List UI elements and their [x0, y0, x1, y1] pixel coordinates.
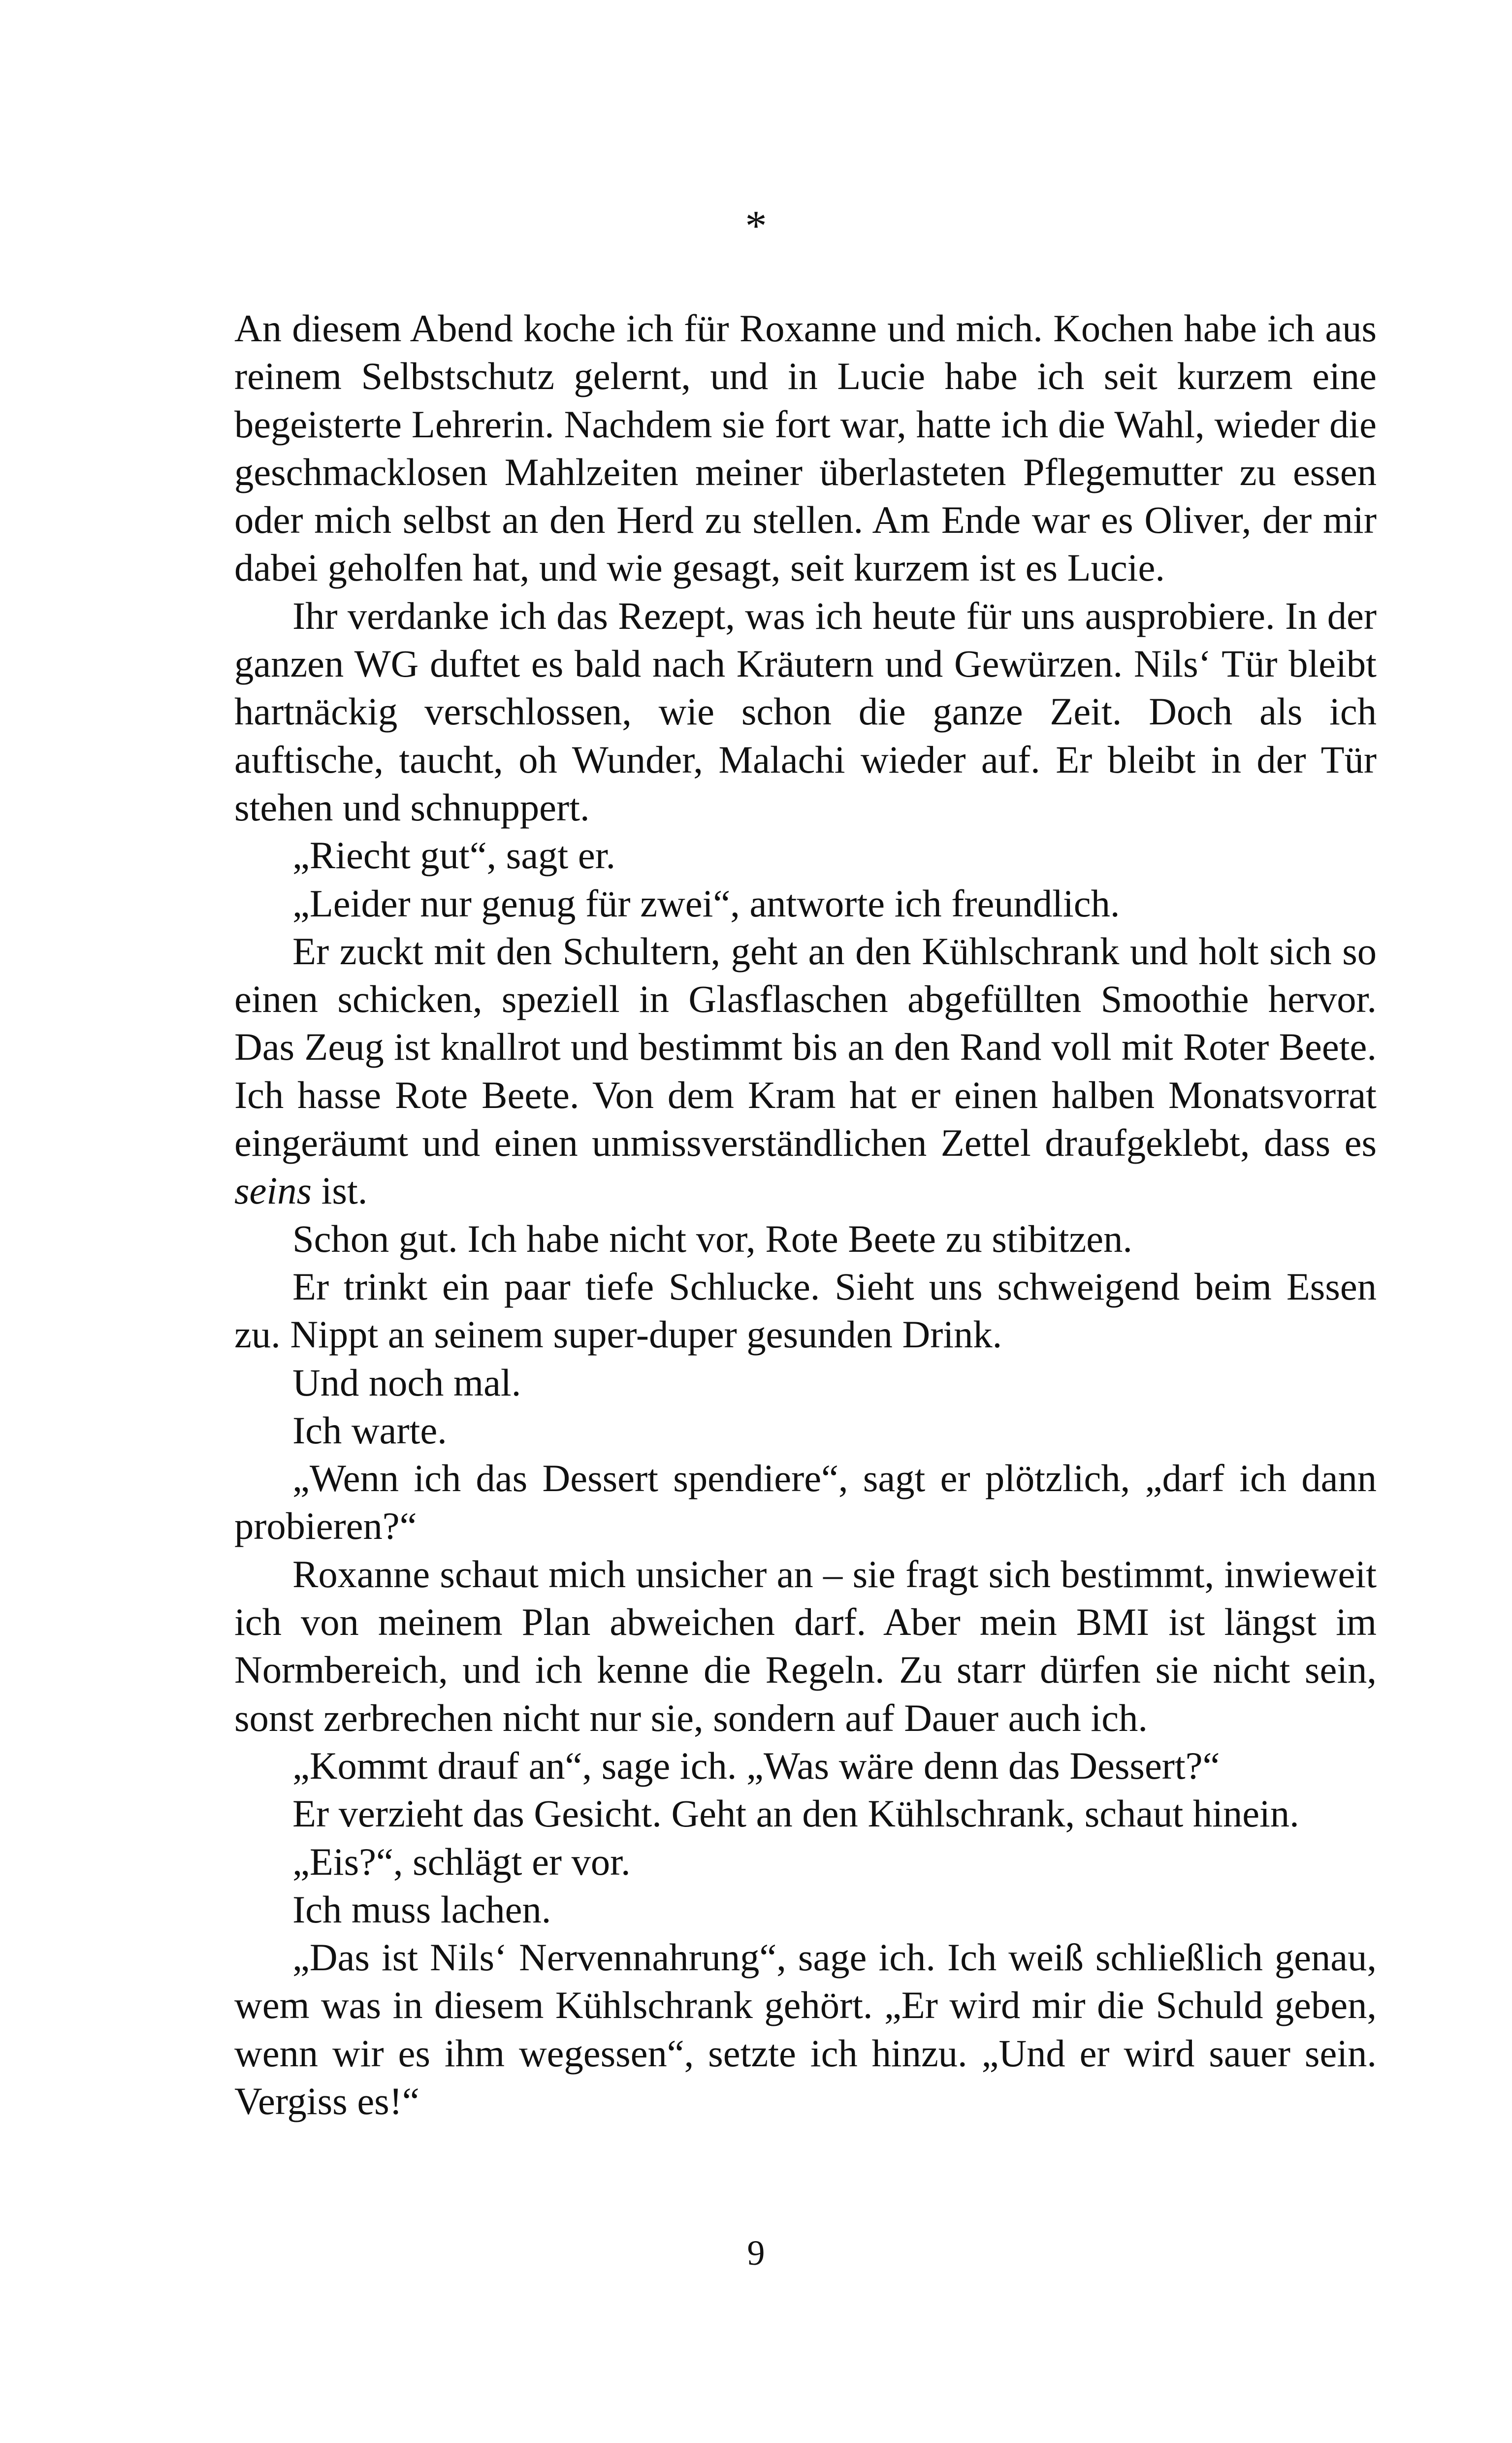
- paragraph: „Leider nur genug für zwei“, antworte ich freundlich.: [292, 881, 1120, 925]
- page-number: 9: [747, 2233, 765, 2273]
- paragraph: „Kommt drauf an“, sage ich. „Was wäre denn das Dessert?“: [292, 1744, 1220, 1787]
- paragraph: [234, 927, 1377, 1215]
- paragraph: „Riecht gut“, sagt er.: [292, 834, 616, 877]
- paragraph: Ich warte.: [292, 1408, 447, 1452]
- paragraph: An diesem Abend koche ich für Roxanne und mich. Kochen habe ich aus reinem Selbstschutz gelernt, und in Lucie habe ich seit kurzem eine begeisterte Lehrerin. Nachdem sie fort war, hatte ich die Wahl, wieder die geschmacklosen Mahlzeiten meiner überlasteten Pflegemutter zu essen oder mich selbst an den Herd zu stellen. Am Ende war es Oliver, der mir dabei geholfen hat, und wie gesagt, seit kurzem ist es Lucie.: [234, 307, 1377, 589]
- paragraph: Er verzieht das Gesicht. Geht an den Kühlschrank, schaut hinein.: [292, 1792, 1299, 1835]
- paragraph: Schon gut. Ich habe nicht vor, Rote Beete zu stibitzen.: [292, 1217, 1132, 1260]
- section-break-asterisk: *: [745, 202, 767, 250]
- paragraph-text: ist.: [312, 1169, 368, 1212]
- paragraph: „Eis?“, schlägt er vor.: [292, 1840, 631, 1883]
- paragraph: Ihr verdanke ich das Rezept, was ich heute für uns ausprobiere. In der ganzen WG duftet es bald nach Kräutern und Gewürzen. Nils‘ Tür bleibt hartnäckig verschlossen, wie schon die ganze Zeit. Doch als ich auftische, taucht, oh Wunder, Malachi wieder auf. Er bleibt in der Tür stehen und schnuppert.: [234, 594, 1377, 829]
- body-text: [234, 304, 1377, 2125]
- paragraph-text: Er zuckt mit den Schultern, geht an den Kühlschrank und holt sich so einen schicken, speziell in Glasflaschen abgefüllten Smoothie hervor. Das Zeug ist knallrot und bestimmt bis an den Rand voll mit Roter Beete. Ich hasse Rote Beete. Von dem Kram hat er einen halben Monatsvorrat eingeräumt und einen unmissverständlichen Zettel draufgeklebt, dass es: [234, 929, 1377, 1165]
- paragraph: Er trinkt ein paar tiefe Schlucke. Sieht uns schweigend beim Essen zu. Nippt an seinem super-duper gesunden Drink.: [234, 1265, 1377, 1356]
- emphasized-word: seins: [234, 1169, 312, 1212]
- paragraph: „Wenn ich das Dessert spendiere“, sagt er plötzlich, „darf ich dann probieren?“: [234, 1457, 1377, 1548]
- paragraph: Ich muss lachen.: [292, 1888, 551, 1931]
- paragraph: Und noch mal.: [292, 1361, 521, 1404]
- paragraph: Roxanne schaut mich unsicher an – sie fragt sich bestimmt, inwieweit ich von meinem Plan abweichen darf. Aber mein BMI ist längst im Normbereich, und ich kenne die Regeln. Zu starr dürfen sie nicht sein, sonst zerbrechen nicht nur sie, sondern auf Dauer auch ich.: [234, 1552, 1377, 1739]
- paragraph: „Das ist Nils‘ Nervennahrung“, sage ich. Ich weiß schließlich genau, wem was in diesem Kühlschrank gehört. „Er wird mir die Schuld geben, wenn wir es ihm wegessen“, setzte ich hinzu. „Und er wird sauer sein. Vergiss es!“: [234, 1936, 1377, 2122]
